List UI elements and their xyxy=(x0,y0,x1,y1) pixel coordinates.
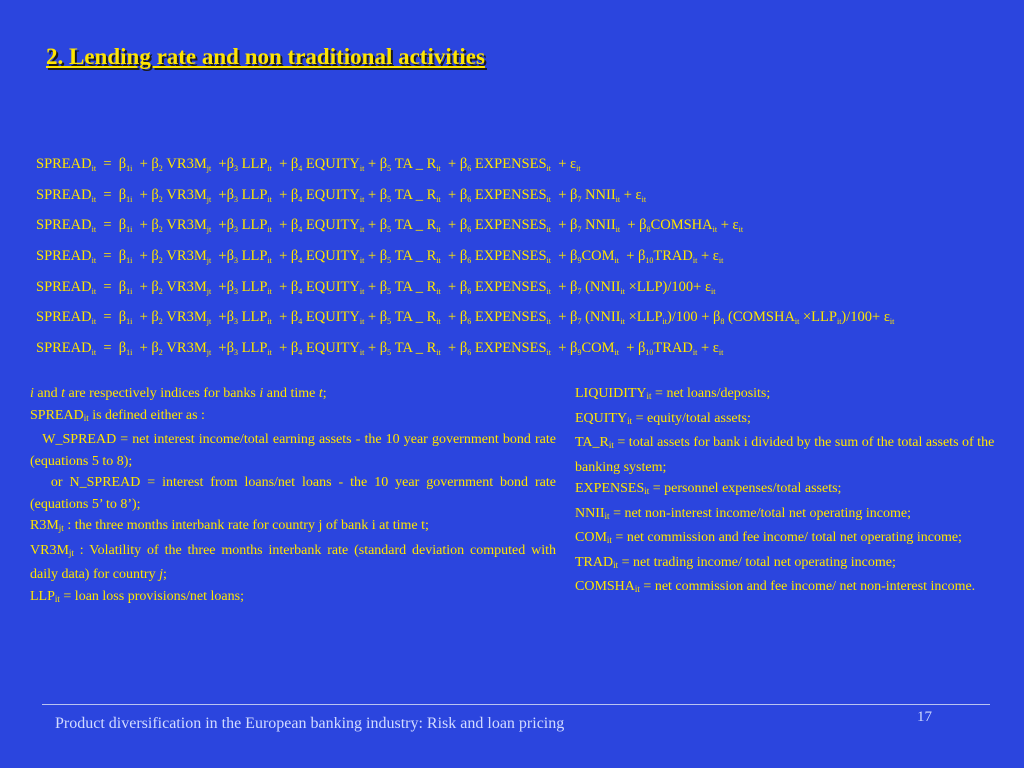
definition-left-1: i and t are respectively indices for banks i and time t; xyxy=(30,386,327,401)
equations-block xyxy=(36,150,1016,365)
definition-right-1: $LIQUIDITY_{it}$ = net loans/deposits; xyxy=(575,386,771,401)
definition-left-6: $VR3M_{jt}$ : Volatility of the three months interbank rate (standard deviation computed with daily data) for country j; xyxy=(30,542,556,582)
definition-right-7: $TRAD_{it}$ = net trading income/ total net operating income; xyxy=(575,554,896,570)
definition-right-5: $NNII_{it}$ = net non-interest income/total net operating income; xyxy=(575,505,911,521)
equation-5: $SPREAD_{it} = \beta_{1i} + \beta_2$ $VR3M_{jt} +\beta_3$ $LLP_{it} + \beta_4$ $EQUITY_{it} + \beta_5$ TA _ $R_{it} + \beta_6$ $EXPENSES_{it} + \beta_7$ $(NNII_{it} \times LLP)/100+ \varepsilon_{it}$ xyxy=(36,278,716,296)
definitions-left xyxy=(30,383,556,610)
equation-4: $SPREAD_{it} = \beta_{1i} + \beta_2$ $VR3M_{jt} +\beta_3$ $LLP_{it} + \beta_4$ $EQUITY_{it} + \beta_5$ TA _ $R_{it} + \beta_6$ $EXPENSES_{it} + \beta_9COM_{it}$ + $\beta_{10}TRAD_{it} + \varepsilon_{it}$ xyxy=(36,248,724,266)
footer-text: Product diversification in the European banking industry: Risk and loan pricing xyxy=(55,715,565,732)
definition-right-2: $EQUITY_{it}$ = equity/total assets; xyxy=(575,410,751,426)
page-number: 17 xyxy=(917,709,932,725)
equation-7: $SPREAD_{it} = \beta_{1i} + \beta_2$ $VR3M_{jt} +\beta_3$ $LLP_{it} + \beta_4$ $EQUITY_{it} + \beta_5$ TA _ $R_{it} + \beta_6$ $EXPENSES_{it} + \beta_9COM_{it}$ + $\beta_{10}TRAD_{it} + \varepsilon_{it}$ xyxy=(36,340,724,358)
footer-divider xyxy=(42,704,990,705)
definition-right-4: $EXPENSES_{it}$ = personnel expenses/total assets; xyxy=(575,481,842,496)
definitions-right xyxy=(575,383,1015,601)
equation-1: $SPREAD_{it} = \beta_{1i} + \beta_2$ $VR3M_{jt} +\beta_3$ $LLP_{it} + \beta_4$ $EQUITY_{it} + \beta_5$ TA _ $R_{it} + \beta_6$ $EXPENSES_{it} + \varepsilon_{it}$ xyxy=(36,156,581,173)
definition-left-3: W_SPREAD = net interest income/total earning assets - the 10 year government bond rate (equations 5 to 8); xyxy=(30,432,556,469)
definition-left-5: $R3M_{jt}$ : the three months interbank rate for country j of bank i at time t; xyxy=(30,518,429,533)
definition-left-7: $LLP_{it}$ = loan loss provisions/net loans; xyxy=(30,588,244,604)
equation-3: $SPREAD_{it} = \beta_{1i} + \beta_2$ $VR3M_{jt} +\beta_3$ $LLP_{it} + \beta_4$ $EQUITY_{it} + \beta_5$ TA _ $R_{it} + \beta_6$ $EXPENSES_{it} + \beta_7$ $NNII_{it}$ + $\beta_8COMSHA_{it} + \varepsilon_{it}$ xyxy=(36,217,744,235)
slide-title: 2. Lending rate and non traditional activities xyxy=(46,44,485,69)
definition-left-4: or N_SPREAD = interest from loans/net loans - the 10 year government bond rate (equations 5’ to 8’); xyxy=(30,475,556,512)
equation-6: $SPREAD_{it} = \beta_{1i} + \beta_2$ $VR3M_{jt} +\beta_3$ $LLP_{it} + \beta_4$ $EQUITY_{it} + \beta_5$ TA _ $R_{it} + \beta_6$ $EXPENSES_{it} + \beta_7$ $(NNII_{it} \times LLP_{it})/100 + \beta_8$ $(COMSHA_{it} \times LLP_{it})/100+ \varepsilon_{it}$ xyxy=(36,309,895,327)
definition-right-3: $TA\_R_{it}$ = total assets for bank i divided by the sum of the total assets of the banking system; xyxy=(575,435,995,475)
equation-2: $SPREAD_{it} = \beta_{1i} + \beta_2$ $VR3M_{jt} +\beta_3$ $LLP_{it} + \beta_4$ $EQUITY_{it} + \beta_5$ TA _ $R_{it} + \beta_6$ $EXPENSES_{it} + \beta_7$ $NNII_{it} + \varepsilon_{it}$ xyxy=(36,186,647,204)
definition-left-2: $SPREAD_{it}$ is defined either as : xyxy=(30,407,205,423)
definition-right-6: $COM_{it}$ = net commission and fee income/ total net operating income; xyxy=(575,530,962,545)
definition-right-8: $COMSHA_{it}$ = net commission and fee income/ net non-interest income. xyxy=(575,579,976,594)
